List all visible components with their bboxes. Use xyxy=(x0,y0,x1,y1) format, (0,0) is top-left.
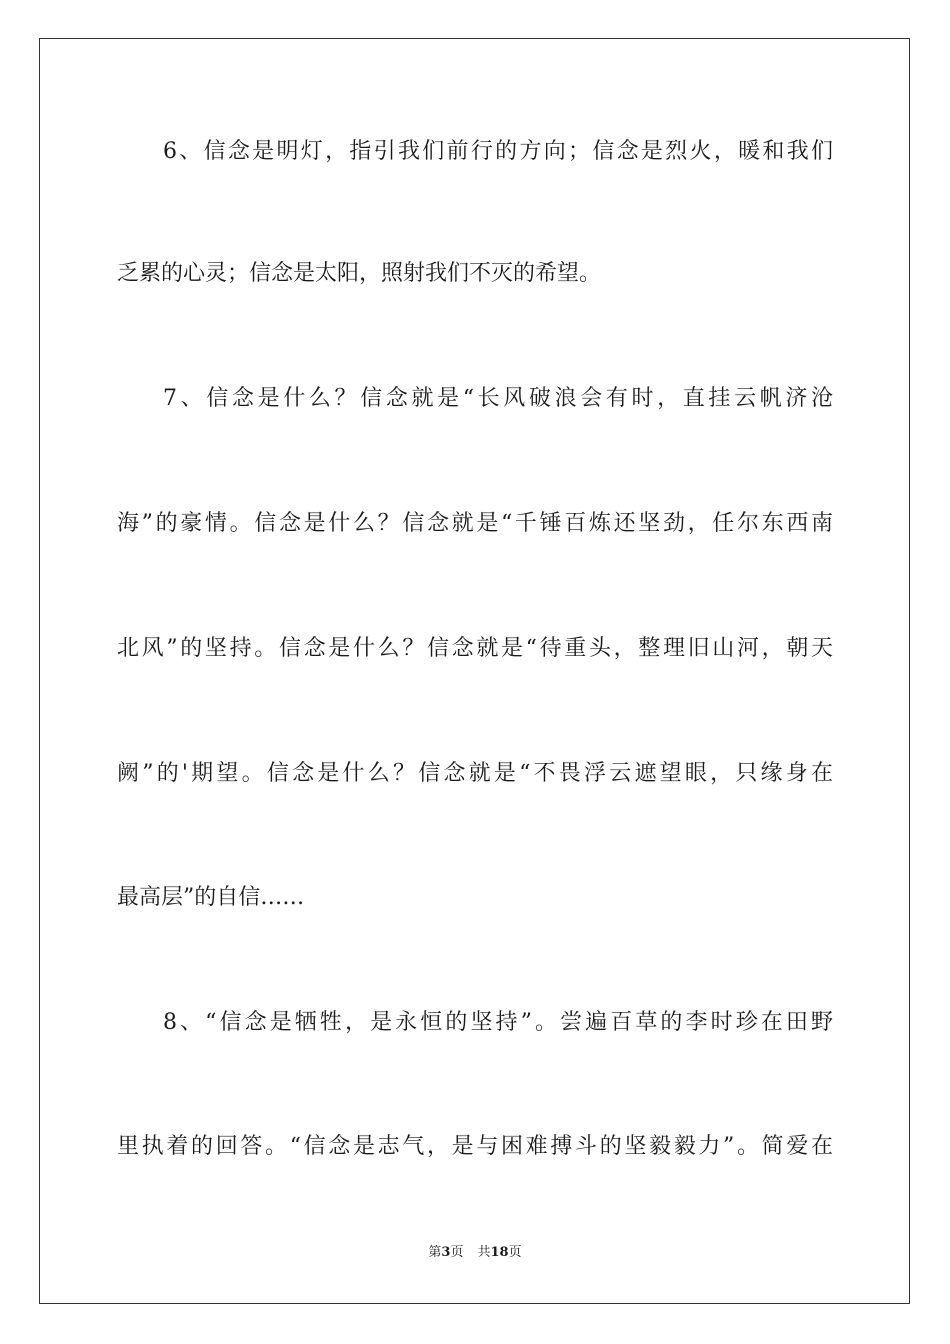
paragraph-8-line-2: 里执着的回答。“信念是志气，是与困难搏斗的坚毅毅力”。简爱在 xyxy=(117,1134,833,1159)
footer-page-suffix: 页 xyxy=(450,1245,464,1260)
page-footer xyxy=(0,1244,950,1262)
paragraph-7-line-2: 海”的豪情。信念是什么？信念就是“千锤百炼还坚劲，任尔东西南 xyxy=(117,511,833,536)
paragraph-7-line-1: 7、信念是什么？信念就是“长风破浪会有时，直挂云帆济沧 xyxy=(163,386,833,411)
paragraph-7-line-5: 最高层”的自信…… xyxy=(117,885,305,910)
paragraph-6-line-2: 乏累的心灵；信念是太阳，照射我们不灭的希望。 xyxy=(117,261,602,286)
paragraph-8-line-1: 8、“信念是牺牲，是永恒的坚持”。尝遍百草的李时珍在田野 xyxy=(163,1010,833,1035)
paragraph-7-line-3: 北风”的坚持。信念是什么？信念就是“待重头，整理旧山河，朝天 xyxy=(117,636,833,661)
page-border xyxy=(39,38,910,1304)
footer-total-pages: 18 xyxy=(490,1245,509,1260)
footer-total-prefix: 共 xyxy=(477,1245,491,1260)
footer-page-number: 3 xyxy=(441,1245,451,1260)
paragraph-7-line-4: 阙”的'期望。信念是什么？信念就是“不畏浮云遮望眼，只缘身在 xyxy=(117,761,833,786)
footer-total-suffix: 页 xyxy=(508,1245,522,1260)
paragraph-6-line-1: 6、信念是明灯，指引我们前行的方向；信念是烈火，暖和我们 xyxy=(163,139,833,164)
footer-page-prefix: 第 xyxy=(428,1245,442,1260)
